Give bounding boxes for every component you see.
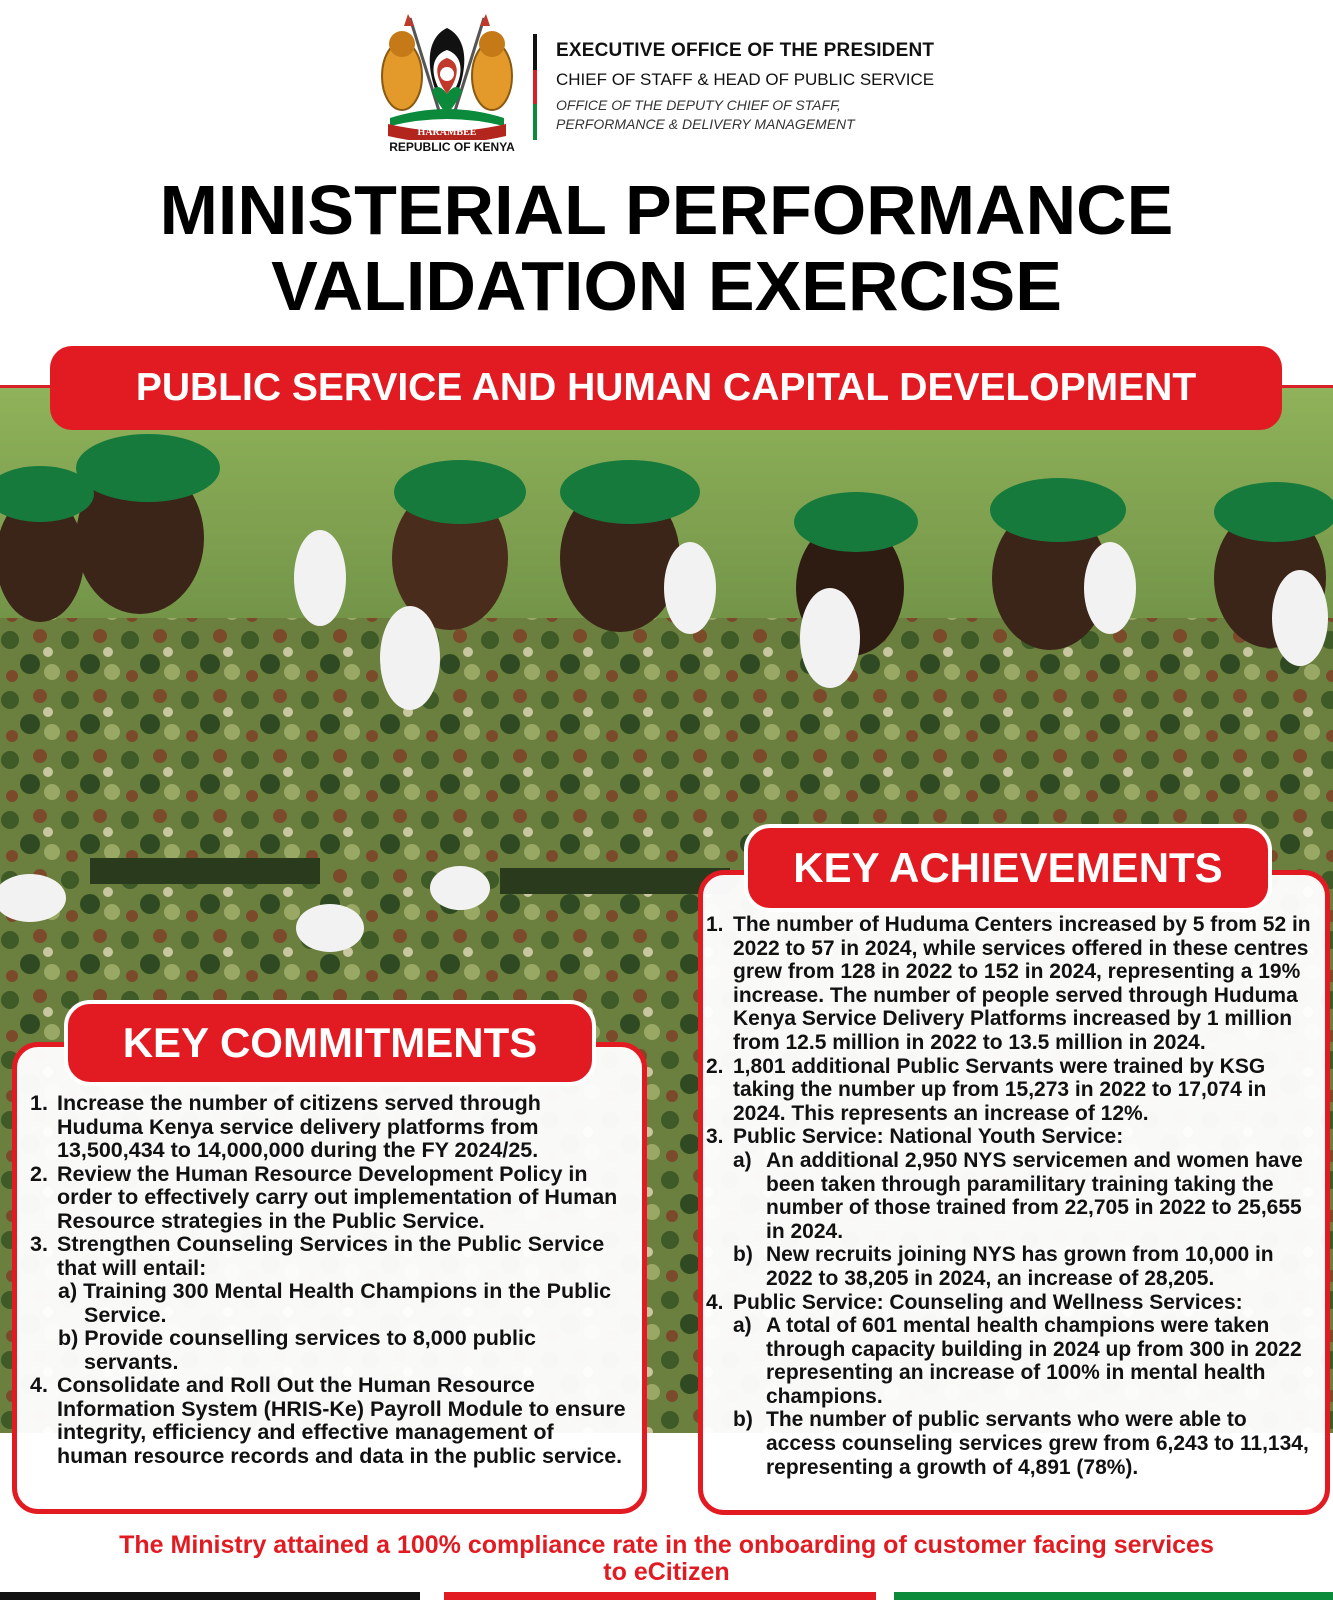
- list-item: 4. Consolidate and Roll Out the Human Resource Information System (HRIS-Ke) Payroll Module to ensure integrity, efficiency and effective management of human resource records and data in the public service.: [30, 1373, 626, 1468]
- list-item: 2. 1,801 additional Public Servants were trained by KSG taking the number up from 15,273 in 2022 to 17,074 in 2024. This represents an increase of 12%.: [706, 1054, 1267, 1125]
- office-block: [556, 40, 934, 134]
- flag-color-bar: [533, 34, 537, 140]
- page-title: [0, 172, 1333, 324]
- achievements-heading: KEY ACHIEVEMENTS: [744, 824, 1272, 912]
- red-stripe: [444, 1592, 876, 1600]
- list-item: 3. Public Service: National Youth Service:: [706, 1125, 1124, 1149]
- list-item: 1. Increase the number of citizens served through Huduma Kenya service delivery platforms from 13,500,434 to 14,000,000 during the FY 2024/25.: [30, 1091, 541, 1162]
- black-stripe: [0, 1592, 420, 1600]
- sub-item: a) Training 300 Mental Health Champions in the Public Service.: [58, 1279, 612, 1327]
- office-line-2: CHIEF OF STAFF & HEAD OF PUBLIC SERVICE: [556, 70, 935, 89]
- office-line-3: OFFICE OF THE DEPUTY CHIEF OF STAFF, PERFORMANCE & DELIVERY MANAGEMENT: [556, 97, 855, 132]
- sub-item: b) New recruits joining NYS has grown from 10,000 in 2022 to 38,205 in 2024, an increase of 28,205.: [733, 1243, 1274, 1290]
- sub-item: a) A total of 601 mental health champions were taken through capacity building in 2024 up from 300 in 2022 representing an increase of 100% in mental health champions.: [733, 1314, 1302, 1408]
- republic-label: REPUBLIC OF KENYA: [389, 140, 515, 154]
- sub-item: b) Provide counselling services to 8,000 public servants.: [58, 1326, 536, 1374]
- flag-stripes: [0, 1592, 1333, 1600]
- header: [0, 0, 1333, 170]
- subtitle-banner: PUBLIC SERVICE AND HUMAN CAPITAL DEVELOPMENT: [50, 346, 1282, 430]
- footer-line-1: The Ministry attained a 100% compliance rate in the onboarding of customer facing services: [119, 1531, 1214, 1559]
- svg-text:HARAMBEE: HARAMBEE: [417, 127, 477, 138]
- list-item: 4. Public Service: Counseling and Wellness Services:: [706, 1290, 1243, 1314]
- list-item: 1. The number of Huduma Centers increased by 5 from 52 in 2022 to 57 in 2024, while services offered in these centres grew from 128 in 2022 to 152 in 2024, representing a 19% increase. The number of people served through Huduma Kenya Service Delivery Platforms increased by 1 million from 12.5 million in 2022 to 13.5 million in 2024.: [706, 913, 1311, 1054]
- commitments-list: [30, 1092, 630, 1468]
- sub-item: a) An additional 2,950 NYS servicemen and women have been taken through paramilitary training taking the number of those trained from 22,705 in 2022 to 25,655 in 2024.: [733, 1148, 1303, 1243]
- green-stripe: [894, 1592, 1333, 1600]
- title-line-1: MINISTERIAL PERFORMANCE: [159, 171, 1174, 249]
- footer-line-2: to eCitizen: [603, 1558, 730, 1586]
- coat-of-arms-icon: [380, 14, 514, 140]
- sub-item: b) The number of public servants who were able to access counseling services grew from 6,243 to 11,134, representing a growth of 4,891 (78%).: [733, 1408, 1309, 1479]
- commitments-heading: KEY COMMITMENTS: [64, 1000, 596, 1086]
- office-line-1: EXECUTIVE OFFICE OF THE PRESIDENT: [556, 40, 935, 61]
- title-line-2: VALIDATION EXERCISE: [271, 247, 1062, 325]
- list-item: 2. Review the Human Resource Development Policy in order to effectively carry out implementation of Human Resource strategies in the Public Service.: [30, 1161, 618, 1233]
- compliance-footer: [0, 1532, 1333, 1586]
- achievements-list: [706, 913, 1316, 1479]
- list-item: 3. Strengthen Counseling Services in the Public Service that will entail:: [30, 1232, 605, 1280]
